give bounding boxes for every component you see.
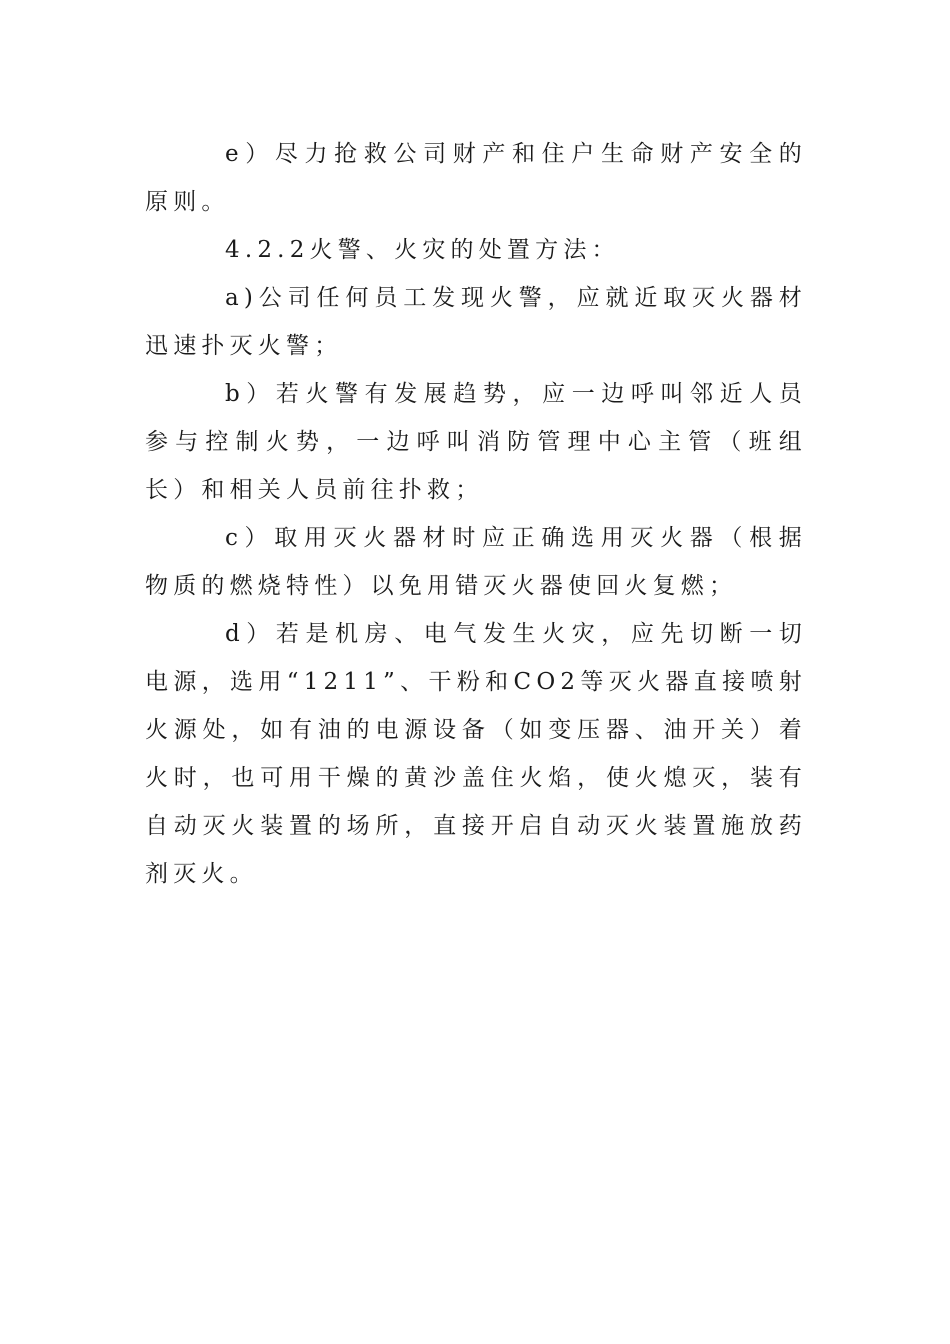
- paragraph-step-a: a)公司任何员工发现火警，应就近取灭火器材迅速扑灭火警；: [145, 285, 807, 359]
- paragraph-principle-e: e）尽力抢救公司财产和住户生命财产安全的原则。: [145, 141, 807, 215]
- paragraph-step-c: c）取用灭火器材时应正确选用灭火器（根据物质的燃烧特性）以免用错灭火器使回火复燃；: [145, 525, 807, 599]
- document-body: [145, 130, 807, 898]
- paragraph-step-d: d）若是机房、电气发生火灾，应先切断一切电源，选用“1211”、干粉和CO2等灭火器直接喷射火源处，如有油的电源设备（如变压器、油开关）着火时，也可用干燥的黄沙盖住火焰，使火熄灭，装有自动灭火装置的场所，直接开启自动灭火装置施放药剂灭火。: [145, 621, 807, 887]
- paragraph-step-b: b）若火警有发展趋势，应一边呼叫邻近人员参与控制火势，一边呼叫消防管理中心主管（班组长）和相关人员前往扑救；: [145, 381, 807, 503]
- section-heading-4-2-2: 4.2.2火警、火灾的处置方法：: [225, 237, 620, 263]
